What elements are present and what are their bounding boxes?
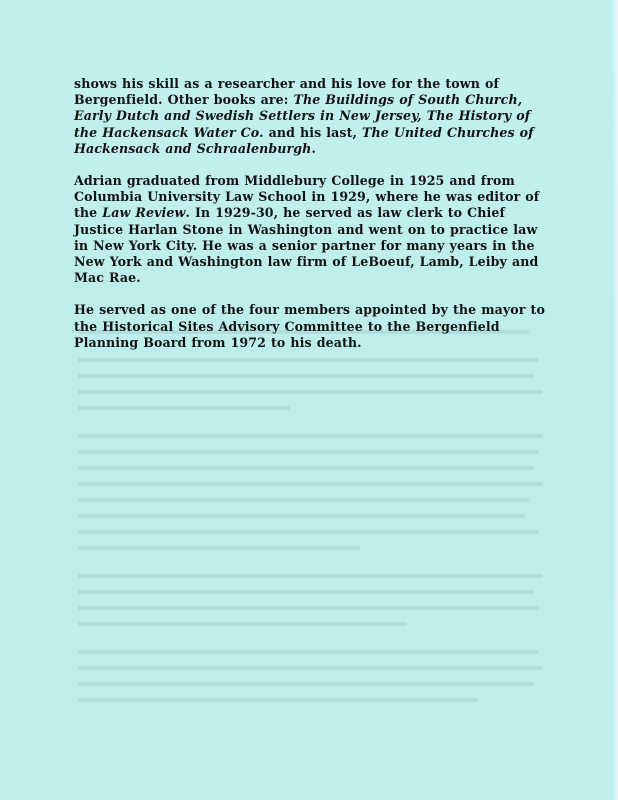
text-segment: .: [311, 140, 316, 156]
book-title-italic: The United Churches of Hackensack and Schraalenburgh: [74, 124, 534, 156]
text-segment: shows his skill as a researcher and his love for the town of Bergenfield. Other books are:: [74, 76, 499, 108]
document-body: [74, 76, 554, 351]
publication-title-italic: Law Review: [102, 205, 186, 221]
paragraph-books: [74, 76, 554, 157]
book-titles-italic: The Buildings of South Church, Early Dutch and Swedish Settlers in New Jersey, The History of the Hackensack Water Co.: [74, 92, 531, 140]
bleed-through-texture: [78, 330, 548, 714]
page-edge: [612, 0, 618, 800]
text-segment: and his last,: [263, 124, 363, 140]
text-segment: Adrian graduated from Middlebury College in 1925 and from Columbia University Law School in 1929, where he was editor of the: [74, 173, 540, 221]
paragraph-education-career: [74, 173, 554, 286]
text-segment: He served as one of the four members appointed by the mayor to the Historical Sites Advisory Committee to the Bergenfield Planning Board from 1972 to his death.: [74, 302, 545, 350]
text-segment: . In 1929-30, he served as law clerk to Chief Justice Harlan Stone in Washington and went on to practice law in New York City. He was a senior partner for many years in the New York and Washington law firm of LeBoeuf, Lamb, Leiby and Mac Rae.: [74, 205, 539, 286]
